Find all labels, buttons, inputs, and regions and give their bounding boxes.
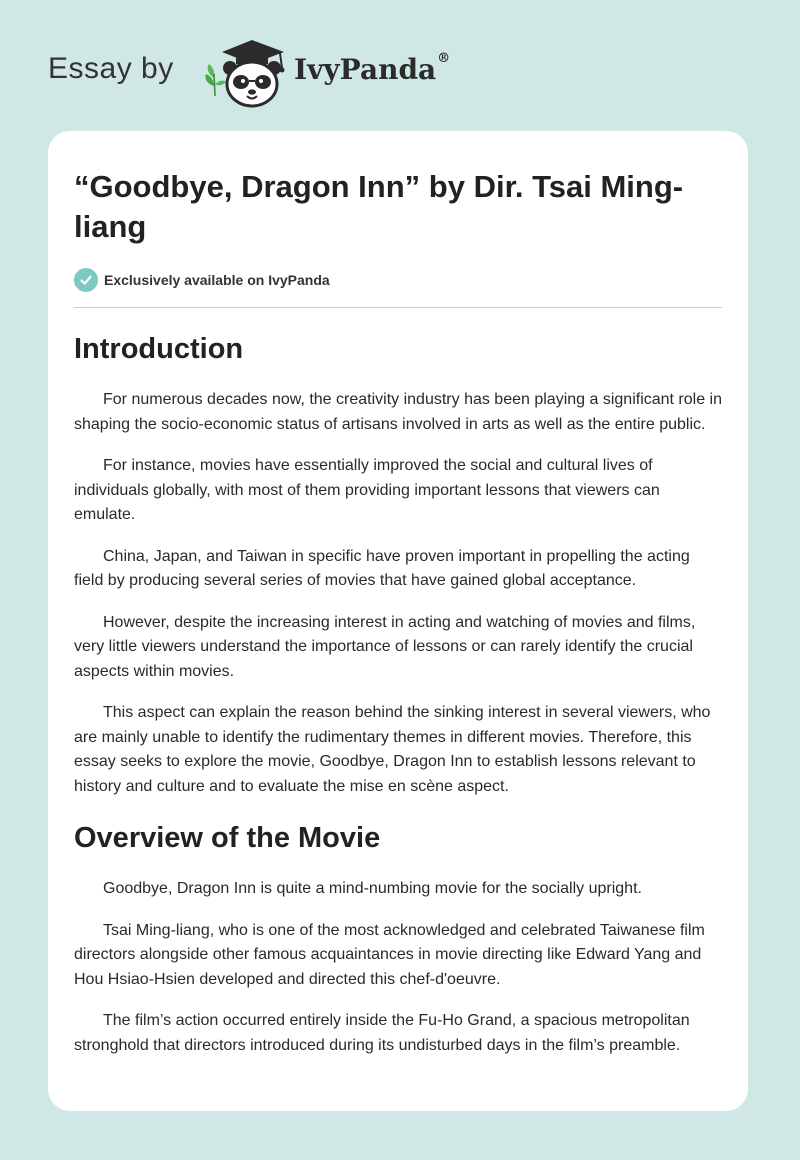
- panda-graduate-icon[interactable]: [200, 34, 292, 110]
- leaf-icon: [205, 64, 226, 96]
- paragraph: For numerous decades now, the creativity industry has been playing a significant role in shaping the socio-economic status of artisans involved in arts as well as the entire public.: [74, 391, 723, 433]
- brand-text: IvyPanda: [294, 53, 437, 86]
- paragraph: Goodbye, Dragon Inn is quite a mind-numbing movie for the socially upright.: [103, 880, 642, 897]
- check-icon: [74, 268, 98, 292]
- paragraph: Tsai Ming-liang, who is one of the most acknowledged and celebrated Taiwanese film directors alongside other famous acquaintances in movie directing like Edward Yang and Hou Hsiao-Hsien developed and directed this chef-d'oeuvre.: [74, 921, 705, 988]
- divider: [74, 307, 722, 308]
- section-introduction: [74, 332, 722, 799]
- exclusive-badge: [74, 267, 722, 293]
- section-overview: [74, 821, 722, 1058]
- paragraph: This aspect can explain the reason behind the sinking interest in several viewers, who are mainly unable to identify the rudimentary themes in different movies. Therefore, this essay seeks to explore the movie, Goodbye, Dragon Inn to establish lessons relevant to history and culture and to evaluate the mise en scène aspect.: [74, 704, 711, 795]
- section-heading: Overview of the Movie: [74, 822, 381, 854]
- paragraph: However, despite the increasing interest in acting and watching of movies and films, very little viewers understand the importance of lessons or can rarely identify the crucial aspects within movies.: [74, 613, 696, 680]
- paragraph: China, Japan, and Taiwan in specific have proven important in propelling the acting field by producing several series of movies that have gained global acceptance.: [74, 547, 690, 589]
- exclusive-label: Exclusively available on IvyPanda: [104, 272, 330, 288]
- essay-card: [48, 131, 748, 1111]
- site-header: [0, 0, 800, 130]
- registered-mark: ®: [437, 51, 451, 66]
- essay-by-label: Essay by: [48, 52, 174, 85]
- paragraph: The film’s action occurred entirely inside the Fu-Ho Grand, a spacious metropolitan stronghold that directors introduced during its undisturbed days in the film’s preamble.: [74, 1012, 690, 1054]
- essay-title: “Goodbye, Dragon Inn” by Dir. Tsai Ming-liang: [74, 169, 684, 244]
- paragraph: For instance, movies have essentially improved the social and cultural lives of individuals globally, with most of them providing important lessons that viewers can emulate.: [74, 457, 660, 523]
- brand-name[interactable]: [294, 53, 450, 86]
- section-heading: Introduction: [74, 333, 244, 365]
